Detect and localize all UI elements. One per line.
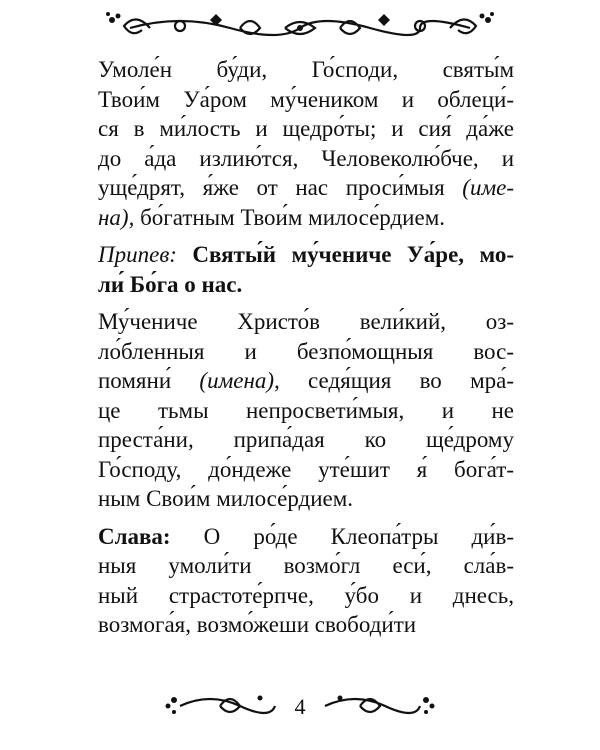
page-number: 4 [294, 694, 306, 719]
text-segment: Умоле́н бу́ди, Го́споди, святы́м [98, 57, 514, 82]
text-line [98, 610, 514, 640]
text-line [98, 425, 514, 455]
text-line [98, 484, 514, 514]
prayer-text [98, 55, 514, 648]
text-segment: ным Свои́м милосе́рдием. [98, 486, 354, 511]
text-segment: О ро́де Клеопа́тры ди́в- [170, 523, 514, 549]
text-segment: до а́да излию́тся, Человеколю́бче, и [98, 145, 514, 171]
text-segment: Святы́й му́чениче Уа́ре, мо- [176, 242, 514, 267]
text-segment: ли́ Бо́га о нас. [98, 271, 243, 297]
text-segment: Твои́м Уа́ром му́чеником и облеци́- [98, 86, 514, 112]
text-line [98, 203, 514, 233]
paragraph [98, 240, 514, 299]
text-line [98, 366, 514, 396]
text-line [98, 173, 514, 203]
text-segment: це тьмы непросвети́мыя, и не [98, 397, 514, 423]
text-line [98, 307, 514, 337]
paragraph [98, 307, 514, 514]
text-line [98, 114, 514, 144]
ornament-top [90, 6, 510, 46]
text-line [98, 581, 514, 611]
text-segment: Слава: [98, 523, 171, 549]
text-segment: Го́споду, до́ндеже уте́шит я́ бога́т- [98, 456, 514, 482]
text-segment: (име- [462, 175, 514, 200]
text-line [98, 551, 514, 581]
text-segment: на), [98, 204, 135, 230]
text-line [98, 55, 514, 85]
text-segment: ло́бленныя и безпо́мощныя вос- [98, 338, 514, 364]
text-line [98, 85, 514, 115]
text-line [98, 270, 514, 300]
text-segment: (имена), [199, 368, 280, 393]
text-segment: седя́щия во мра́- [279, 368, 515, 393]
text-line [98, 396, 514, 426]
text-segment: Припев: [98, 242, 177, 267]
decorative-scroll-icon [90, 6, 510, 46]
text-segment: помяни́ [98, 368, 200, 393]
paragraph [98, 522, 514, 640]
text-segment: ныя умоли́ти возмо́гл еси́, сла́в- [98, 553, 514, 578]
text-line [98, 240, 514, 270]
text-line [98, 455, 514, 485]
text-segment: возмога́я, возмо́жеши свободи́ти [98, 612, 417, 637]
text-segment: бо́гатным Твои́м милосе́рдием. [134, 204, 445, 230]
text-line [98, 144, 514, 174]
text-segment: ся в ми́лость и щедро́ты; и сия́ да́же [98, 116, 514, 141]
text-segment: уще́дрят, я́же от нас проси́мыя [98, 175, 463, 200]
text-line [98, 522, 514, 552]
text-segment: преста́ни, припа́дая ко ще́дрому [98, 427, 514, 452]
text-segment: ный страстоте́рпче, у́бо и днесь, [98, 582, 514, 608]
paragraph [98, 55, 514, 232]
text-segment: Му́чениче Христо́в вели́кий, оз- [98, 309, 514, 334]
text-line [98, 337, 514, 367]
